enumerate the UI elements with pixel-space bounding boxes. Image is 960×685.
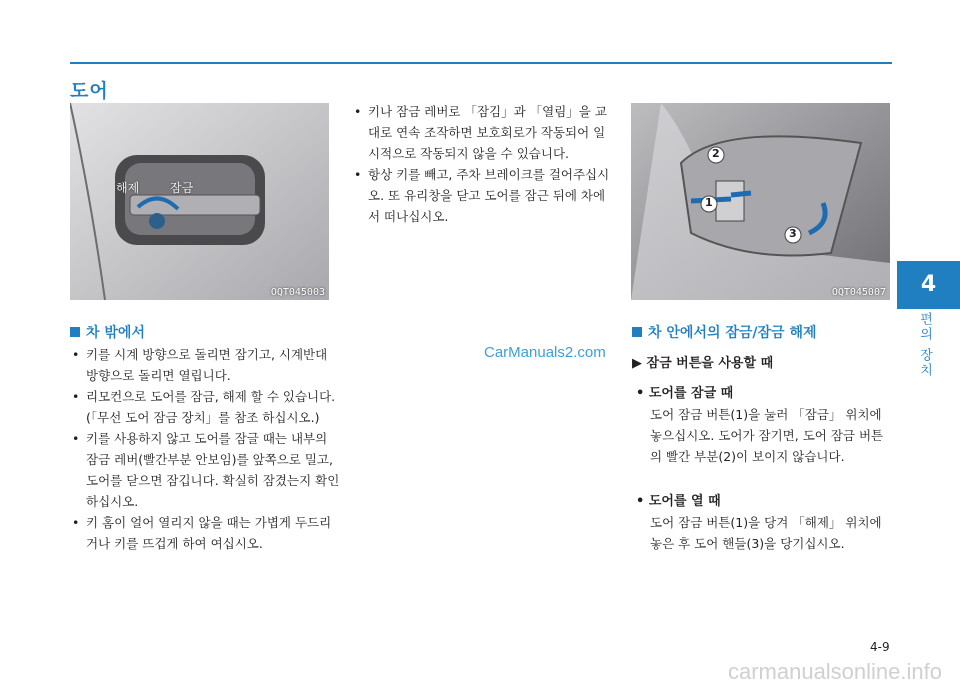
list-item: • 키 홈이 얼어 열리지 않을 때는 가볍게 두드리거나 키를 뜨겁게 하여 여십시오. <box>70 512 340 554</box>
square-bullet-icon <box>70 327 80 337</box>
list-item: • 키나 잠금 레버로 「잠김」과 「열림」을 교대로 연속 조작하면 보호회로가 작동되어 일시적으로 작동되지 않을 수 있습니다. <box>352 101 617 164</box>
inner-handle-illustration <box>631 103 890 300</box>
label-unlock: 해제 <box>116 181 140 195</box>
page-number: 4-9 <box>870 640 890 654</box>
heading-outside: 차 밖에서 <box>70 322 145 342</box>
watermark-text: CarManuals2.com <box>484 344 606 361</box>
heading-inside: 차 안에서의 잠금/잠금 해제 <box>632 322 817 342</box>
figure-code: OQT045007 <box>831 287 886 298</box>
outside-bullets <box>70 344 340 554</box>
open-text: 도어 잠금 버튼(1)을 당겨 「해제」 위치에 놓은 후 도어 핸들(3)을 당기십시오. <box>650 515 882 551</box>
callout-3: 3 <box>789 227 797 240</box>
footer-watermark: carmanualsonline.info <box>727 659 942 684</box>
label-lock: 잠금 <box>170 181 194 195</box>
figure-code: OQT045003 <box>270 287 325 298</box>
footer <box>0 655 960 685</box>
lock-title: • 도어를 잠글 때 <box>636 386 734 401</box>
callout-2: 2 <box>712 147 720 160</box>
subheading-lock-button: ▶ 잠금 버튼을 사용할 때 <box>632 356 774 371</box>
chapter-tab[interactable] <box>897 261 960 309</box>
lock-text: 도어 잠금 버튼(1)을 눌러 「잠금」 위치에 놓으십시오. 도어가 잠기면, 도어 잠금 버튼의 빨간 부분(2)이 보이지 않습니다. <box>650 407 884 464</box>
list-item: • 항상 키를 빼고, 주차 브레이크를 걸어주십시오. 또 유리창을 닫고 도어를 잠근 뒤에 차에서 떠나십시오. <box>352 164 617 227</box>
chapter-number: 4 <box>920 272 937 297</box>
figure-outside-door-lock <box>70 103 329 300</box>
open-title: • 도어를 열 때 <box>636 494 721 509</box>
list-item: • 리모컨으로 도어를 잠금, 해제 할 수 있습니다. (「무선 도어 잠금 장치」를 참조 하십시오.) <box>70 386 340 428</box>
figure-inside-door-lock <box>631 103 890 300</box>
list-item: • 키를 시계 방향으로 돌리면 잠기고, 시계반대 방향으로 돌리면 열립니다. <box>70 344 340 386</box>
section-title: 도어 <box>70 80 109 102</box>
header-rule <box>70 62 892 64</box>
callout-1: 1 <box>705 196 713 209</box>
list-item: • 키를 사용하지 않고 도어를 잠글 때는 내부의 잠금 레버(빨간부분 안보임)를 앞쪽으로 밀고, 도어를 닫으면 잠깁니다. 확실히 잠겼는지 확인하십시오. <box>70 428 340 512</box>
chapter-label: 편의 장치 <box>917 312 932 379</box>
door-handle-illustration <box>70 103 329 300</box>
square-bullet-icon <box>632 327 642 337</box>
middle-bullets <box>352 101 617 227</box>
